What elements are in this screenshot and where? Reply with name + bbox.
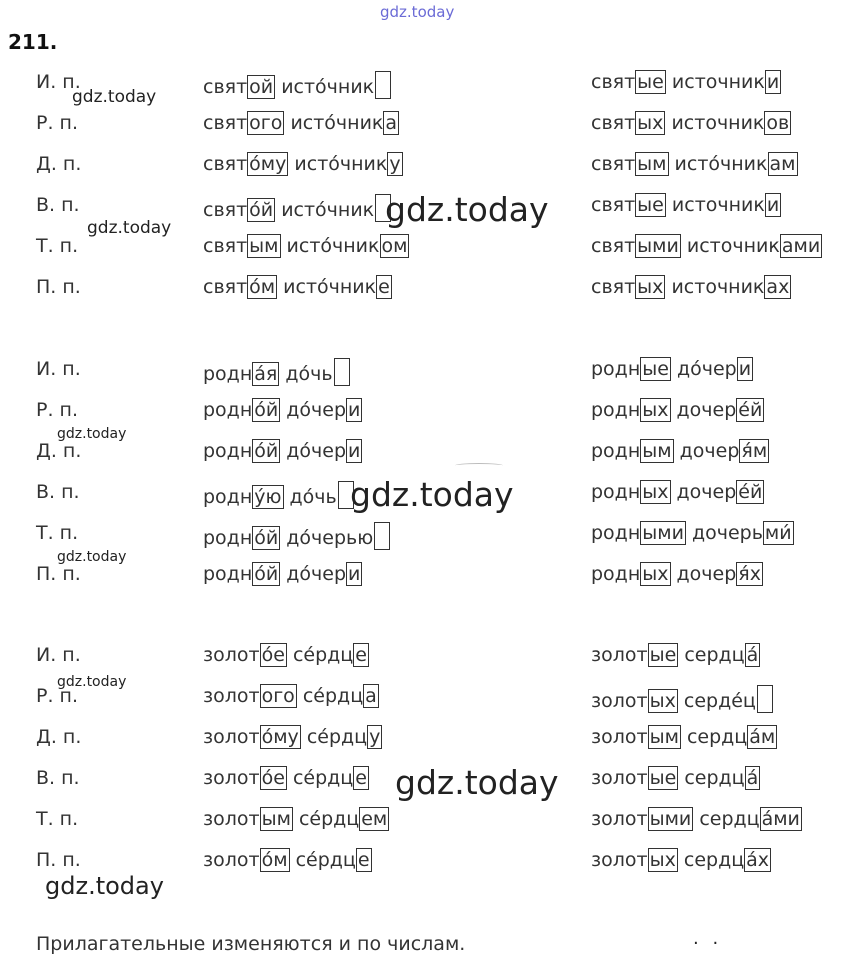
- noun-ending-box: е: [355, 644, 367, 666]
- golden-heart-plural-phrase: [591, 726, 777, 748]
- watermark: gdz.today: [57, 674, 127, 690]
- noun-ending-box: е: [355, 767, 367, 789]
- dear-daughter-singular-phrase: [203, 358, 350, 386]
- noun-stem: се́рдц: [302, 685, 364, 707]
- noun-ending-box: и: [738, 358, 752, 380]
- adjective-stem: золот: [203, 767, 260, 789]
- adjective-ending-box: ые: [649, 767, 677, 789]
- noun-stem: се́рдц: [292, 767, 354, 789]
- noun-ending-box: е: [378, 276, 390, 298]
- watermark: gdz.today: [350, 475, 514, 514]
- dear-daughter-plural-phrase: [591, 481, 764, 503]
- golden-heart-singular-phrase: [203, 849, 372, 871]
- golden-heart-plural-phrase: [591, 808, 802, 830]
- adjective-ending-box: о́е: [261, 644, 285, 666]
- adjective-stem: свят: [591, 235, 636, 257]
- adjective-stem: свят: [203, 276, 248, 298]
- holy-spring-singular-phrase: [203, 235, 409, 257]
- adjective-ending-box: ых: [637, 276, 664, 298]
- adjective-ending-box: о́й: [254, 527, 279, 549]
- dear-daughter-singular-phrase: [203, 481, 354, 509]
- watermark: gdz.today: [395, 763, 559, 802]
- watermark: gdz.today: [57, 426, 127, 442]
- adjective-ending-box: ыми: [637, 235, 679, 257]
- holy-spring-plural-phrase: [591, 194, 781, 216]
- dear-daughter-plural-phrase: [591, 358, 753, 380]
- adjective-ending-box: ых: [642, 399, 669, 421]
- adjective-ending-box: о́й: [254, 440, 279, 462]
- noun-stem: до́черью: [286, 527, 374, 549]
- adjective-ending-box: ые: [642, 358, 669, 380]
- adjective-ending-box: ых: [637, 112, 664, 134]
- adjective-stem: родн: [591, 440, 641, 462]
- noun-ending-box: ам: [769, 153, 796, 175]
- adjective-stem: родн: [591, 522, 641, 544]
- adjective-ending-box: ым: [637, 153, 667, 175]
- noun-stem: исто́чник: [674, 153, 768, 175]
- adjective-ending-box: о́й: [254, 563, 279, 585]
- golden-heart-singular-phrase: [203, 685, 379, 707]
- adjective-stem: золот: [591, 808, 648, 830]
- case-label: П. п.: [36, 849, 81, 871]
- adjective-ending-box: ыми: [642, 522, 684, 544]
- noun-ending-box: и: [348, 440, 361, 462]
- noun-ending-box: а́: [746, 644, 759, 666]
- golden-heart-singular-phrase: [203, 767, 369, 789]
- noun-ending-box: а: [365, 685, 377, 707]
- adjective-stem: свят: [203, 76, 248, 98]
- holy-spring-singular-phrase: [203, 71, 391, 99]
- noun-stem: источник: [671, 112, 765, 134]
- adjective-stem: родн: [203, 486, 253, 508]
- adjective-stem: свят: [203, 235, 248, 257]
- case-label: Д. п.: [36, 153, 82, 175]
- golden-heart-singular-phrase: [203, 726, 382, 748]
- adjective-ending-box: ым: [649, 726, 679, 748]
- noun-ending-box: [334, 358, 350, 386]
- case-label: И. п.: [36, 358, 81, 380]
- noun-ending-box: ми́: [764, 522, 792, 544]
- noun-stem: дочер: [679, 440, 740, 462]
- noun-ending-box: [375, 71, 391, 99]
- noun-stem: се́рдц: [306, 726, 368, 748]
- noun-stem: исто́чник: [283, 276, 377, 298]
- adjective-stem: золот: [591, 644, 648, 666]
- case-label: В. п.: [36, 481, 80, 503]
- case-label: В. п.: [36, 194, 80, 216]
- golden-heart-singular-phrase: [203, 808, 389, 830]
- watermark: gdz.today: [385, 190, 549, 229]
- case-label: В. п.: [36, 767, 80, 789]
- noun-ending-box: и: [348, 563, 361, 585]
- task-number: 211.: [8, 30, 58, 54]
- holy-spring-singular-phrase: [203, 153, 403, 175]
- adjective-stem: родн: [203, 563, 253, 585]
- noun-stem: источник: [671, 71, 765, 93]
- stray-dots: . .: [693, 928, 723, 949]
- noun-ending-box: и: [766, 194, 780, 216]
- case-label: Р. п.: [36, 399, 78, 421]
- noun-stem: источник: [671, 276, 765, 298]
- dear-daughter-singular-phrase: [203, 440, 362, 462]
- adjective-ending-box: ым: [261, 808, 291, 830]
- adjective-stem: золот: [203, 644, 260, 666]
- noun-stem: дочерь: [691, 522, 763, 544]
- noun-ending-box: я́м: [741, 440, 768, 462]
- adjective-ending-box: о́й: [254, 399, 279, 421]
- holy-spring-plural-phrase: [591, 153, 798, 175]
- noun-stem: се́рдц: [292, 644, 354, 666]
- adjective-stem: свят: [203, 199, 248, 221]
- dear-daughter-plural-phrase: [591, 399, 764, 421]
- case-label: Р. п.: [36, 112, 78, 134]
- holy-spring-singular-phrase: [203, 194, 391, 222]
- adjective-stem: золот: [591, 690, 648, 712]
- adjective-stem: свят: [203, 153, 248, 175]
- noun-ending-box: и: [348, 399, 361, 421]
- adjective-stem: свят: [591, 71, 636, 93]
- adjective-stem: свят: [591, 112, 636, 134]
- adjective-stem: родн: [203, 527, 253, 549]
- golden-heart-plural-phrase: [591, 644, 760, 666]
- watermark: gdz.today: [57, 549, 127, 565]
- noun-ending-box: ами: [781, 235, 821, 257]
- noun-stem: исто́чник: [281, 199, 375, 221]
- noun-ending-box: [757, 685, 773, 713]
- noun-stem: се́рдц: [295, 849, 356, 871]
- watermark: gdz.today: [87, 218, 172, 238]
- noun-stem: до́чер: [286, 563, 347, 585]
- noun-stem: се́рдц: [298, 808, 360, 830]
- adjective-ending-box: ым: [249, 235, 279, 257]
- adjective-stem: родн: [203, 440, 253, 462]
- noun-stem: сердц: [683, 849, 745, 871]
- golden-heart-plural-phrase: [591, 685, 773, 713]
- adjective-ending-box: ых: [642, 563, 669, 585]
- adjective-ending-box: ого: [261, 685, 295, 707]
- noun-stem: сердц: [686, 726, 748, 748]
- adjective-stem: золот: [203, 849, 260, 871]
- adjective-ending-box: ого: [249, 112, 283, 134]
- noun-ending-box: у: [369, 726, 381, 748]
- adjective-ending-box: ые: [637, 194, 664, 216]
- dear-daughter-plural-phrase: [591, 522, 794, 544]
- holy-spring-plural-phrase: [591, 276, 791, 298]
- noun-stem: до́чер: [286, 440, 347, 462]
- adjective-ending-box: о́му: [261, 726, 299, 748]
- adjective-ending-box: ые: [649, 644, 677, 666]
- noun-stem: исто́чник: [290, 112, 384, 134]
- noun-stem: источник: [671, 194, 765, 216]
- noun-stem: сердц: [699, 808, 760, 830]
- noun-stem: сердц: [684, 644, 745, 666]
- noun-stem: исто́чник: [294, 153, 388, 175]
- noun-ending-box: е́й: [738, 399, 763, 421]
- adjective-ending-box: ой: [249, 76, 274, 98]
- noun-stem: исто́чник: [281, 76, 375, 98]
- noun-stem: дочер: [676, 481, 737, 503]
- golden-heart-plural-phrase: [591, 849, 771, 871]
- adjective-stem: свят: [591, 153, 636, 175]
- dear-daughter-plural-phrase: [591, 440, 769, 462]
- adjective-stem: свят: [591, 194, 636, 216]
- noun-ending-box: а: [385, 112, 398, 134]
- case-label: И. п.: [36, 71, 81, 93]
- noun-stem: сердц: [684, 767, 745, 789]
- noun-ending-box: у: [389, 153, 401, 175]
- adjective-stem: свят: [203, 112, 248, 134]
- adjective-stem: золот: [591, 726, 648, 748]
- holy-spring-plural-phrase: [591, 71, 781, 93]
- holy-spring-plural-phrase: [591, 112, 791, 134]
- noun-ending-box: а́: [746, 767, 759, 789]
- adjective-stem: родн: [203, 363, 253, 385]
- golden-heart-singular-phrase: [203, 644, 369, 666]
- holy-spring-singular-phrase: [203, 276, 392, 298]
- dear-daughter-singular-phrase: [203, 399, 362, 421]
- noun-stem: дочер: [676, 399, 737, 421]
- noun-stem: до́чь: [289, 486, 337, 508]
- adjective-stem: золот: [591, 767, 648, 789]
- adjective-ending-box: о́м: [249, 276, 276, 298]
- noun-ending-box: е́й: [738, 481, 763, 503]
- case-label: П. п.: [36, 276, 81, 298]
- adjective-stem: золот: [203, 685, 260, 707]
- noun-stem: исто́чник: [286, 235, 380, 257]
- holy-spring-singular-phrase: [203, 112, 399, 134]
- adjective-ending-box: о́й: [249, 199, 274, 221]
- adjective-stem: золот: [591, 849, 648, 871]
- noun-ending-box: ах: [766, 276, 790, 298]
- case-label: Т. п.: [36, 235, 79, 257]
- adjective-ending-box: у́ю: [254, 486, 282, 508]
- case-label: П. п.: [36, 563, 81, 585]
- noun-stem: дочер: [676, 563, 737, 585]
- noun-stem: источник: [686, 235, 780, 257]
- noun-ending-box: ом: [381, 235, 408, 257]
- adjective-stem: родн: [591, 481, 641, 503]
- adjective-stem: родн: [203, 399, 253, 421]
- noun-stem: до́чер: [286, 399, 347, 421]
- adjective-ending-box: о́му: [249, 153, 287, 175]
- case-label: Т. п.: [36, 808, 79, 830]
- adjective-stem: родн: [591, 399, 641, 421]
- noun-stem: серде́ц: [683, 690, 756, 712]
- adjective-ending-box: ых: [642, 481, 669, 503]
- adjective-ending-box: о́е: [261, 767, 285, 789]
- noun-ending-box: ем: [361, 808, 388, 830]
- watermark: gdz.today: [72, 87, 157, 107]
- adjective-ending-box: а́я: [254, 363, 278, 385]
- adjective-ending-box: ые: [637, 71, 664, 93]
- noun-ending-box: а́х: [746, 849, 770, 871]
- adjective-ending-box: о́м: [261, 849, 288, 871]
- watermark: gdz.today: [45, 872, 164, 900]
- golden-heart-plural-phrase: [591, 767, 760, 789]
- adjective-stem: родн: [591, 563, 641, 585]
- adjective-ending-box: ым: [642, 440, 672, 462]
- case-label: Д. п.: [36, 440, 82, 462]
- noun-ending-box: а́ми: [761, 808, 800, 830]
- noun-ending-box: ов: [766, 112, 790, 134]
- noun-stem: до́чер: [677, 358, 737, 380]
- adjective-stem: золот: [203, 726, 260, 748]
- adjective-stem: родн: [591, 358, 641, 380]
- adjective-ending-box: ыми: [649, 808, 692, 830]
- adjective-ending-box: ых: [649, 849, 676, 871]
- noun-stem: до́чь: [285, 363, 333, 385]
- noun-ending-box: а́м: [749, 726, 776, 748]
- case-label: И. п.: [36, 644, 81, 666]
- dear-daughter-singular-phrase: [203, 563, 362, 585]
- noun-ending-box: е: [357, 849, 370, 871]
- holy-spring-plural-phrase: [591, 235, 822, 257]
- case-label: Д. п.: [36, 726, 82, 748]
- adjective-stem: золот: [203, 808, 260, 830]
- header-watermark: gdz.today: [380, 3, 455, 21]
- noun-ending-box: [374, 522, 390, 550]
- conclusion-text: Прилагательные изменяются и по числам.: [36, 933, 466, 955]
- case-label: Р. п.: [36, 685, 78, 707]
- adjective-ending-box: ых: [649, 690, 676, 712]
- noun-ending-box: я́х: [738, 563, 761, 585]
- dear-daughter-singular-phrase: [203, 522, 390, 550]
- scan-smudge: [455, 463, 503, 468]
- dear-daughter-plural-phrase: [591, 563, 763, 585]
- case-label: Т. п.: [36, 522, 79, 544]
- noun-ending-box: и: [766, 71, 780, 93]
- adjective-stem: свят: [591, 276, 636, 298]
